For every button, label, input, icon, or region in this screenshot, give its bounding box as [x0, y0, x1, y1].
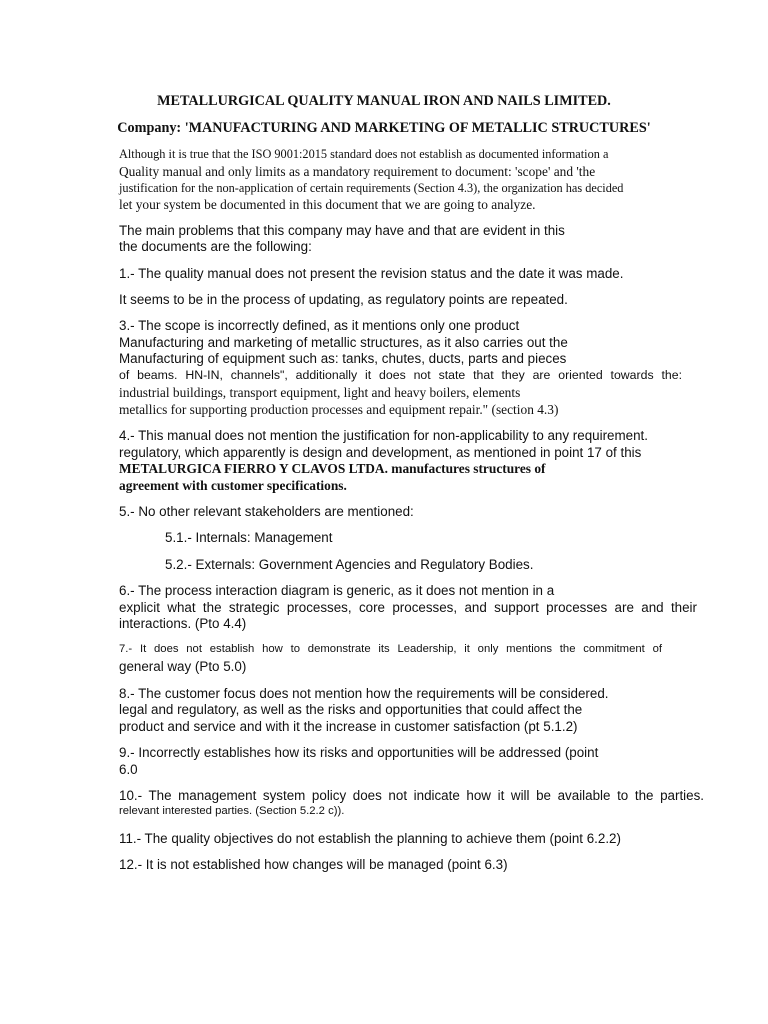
- main-problems-line-1: The main problems that this company may have and that are evident in this: [119, 223, 565, 238]
- point-3-line-3: Manufacturing of equipment such as: tanks, chutes, ducts, parts and pieces: [119, 351, 567, 366]
- point-10-line-2: relevant interested parties. (Section 5.2.2 c)).: [119, 805, 345, 817]
- point-12: 12.- It is not established how changes will be managed (point 6.3): [119, 857, 508, 872]
- point-9-line-2: 6.0: [119, 762, 138, 777]
- point-3-line-5: industrial buildings, transport equipment, light and heavy boilers, elements: [119, 385, 521, 400]
- point-10-line-1: 10.- The management system policy does not indicate how it will be available to the parties.: [119, 788, 704, 803]
- point-8-line-1: 8.- The customer focus does not mention how the requirements will be considered.: [119, 686, 609, 701]
- point-9-line-1: 9.- Incorrectly establishes how its risks and opportunities will be addressed (point: [119, 745, 599, 760]
- intro-line-1: Although it is true that the ISO 9001:2015 standard does not establish as documented information a: [119, 147, 609, 161]
- point-4-line-4: agreement with customer specifications.: [119, 478, 347, 493]
- point-4-line-1: 4.- This manual does not mention the justification for non-applicability to any requirement.: [119, 428, 648, 443]
- point-8-line-2: legal and regulatory, as well as the risks and opportunities that could affect the: [119, 702, 583, 717]
- point-1: 1.- The quality manual does not present the revision status and the date it was made.: [119, 266, 624, 281]
- point-5-2: 5.2.- Externals: Government Agencies and Regulatory Bodies.: [165, 557, 534, 572]
- point-3-line-2: Manufacturing and marketing of metallic structures, as it also carries out the: [119, 335, 568, 350]
- point-6-line-1: 6.- The process interaction diagram is generic, as it does not mention in a: [119, 583, 555, 598]
- point-5-1: 5.1.- Internals: Management: [165, 530, 333, 545]
- point-4-line-3: METALURGICA FIERRO Y CLAVOS LTDA. manufactures structures of: [119, 461, 546, 476]
- point-6-line-3: interactions. (Pto 4.4): [119, 616, 247, 631]
- point-7-line-1: 7.- It does not establish how to demonstrate its Leadership, it only mentions the commitment of: [119, 643, 662, 655]
- company-heading: Company: 'MANUFACTURING AND MARKETING OF METALLIC STRUCTURES': [117, 120, 651, 136]
- point-6-line-2: explicit what the strategic processes, core processes, and support processes are and their: [119, 600, 697, 615]
- point-3-line-6: metallics for supporting production processes and equipment repair." (section 4.3): [119, 402, 559, 417]
- document-title: METALLURGICAL QUALITY MANUAL IRON AND NAILS LIMITED.: [157, 93, 611, 109]
- point-3-line-4: of beams. HN-IN, channels", additionally it does not state that they are oriented towards the:: [119, 368, 682, 382]
- main-problems-line-2: the documents are the following:: [119, 239, 312, 254]
- point-5: 5.- No other relevant stakeholders are mentioned:: [119, 504, 414, 519]
- point-3-line-1: 3.- The scope is incorrectly defined, as it mentions only one product: [119, 318, 520, 333]
- point-8-line-3: product and service and with it the increase in customer satisfaction (pt 5.1.2): [119, 719, 578, 734]
- point-11: 11.- The quality objectives do not establish the planning to achieve them (point 6.2.2): [119, 831, 621, 846]
- point-2: It seems to be in the process of updating, as regulatory points are repeated.: [119, 292, 568, 307]
- intro-line-3: justification for the non-application of certain requirements (Section 4.3), the organization has decided: [119, 181, 624, 195]
- intro-line-4: let your system be documented in this document that we are going to analyze.: [119, 197, 536, 212]
- intro-line-2: Quality manual and only limits as a mandatory requirement to document: 'scope' and 'the: [119, 164, 596, 179]
- point-4-line-2: regulatory, which apparently is design and development, as mentioned in point 17 of this: [119, 445, 642, 460]
- point-7-line-2: general way (Pto 5.0): [119, 659, 247, 674]
